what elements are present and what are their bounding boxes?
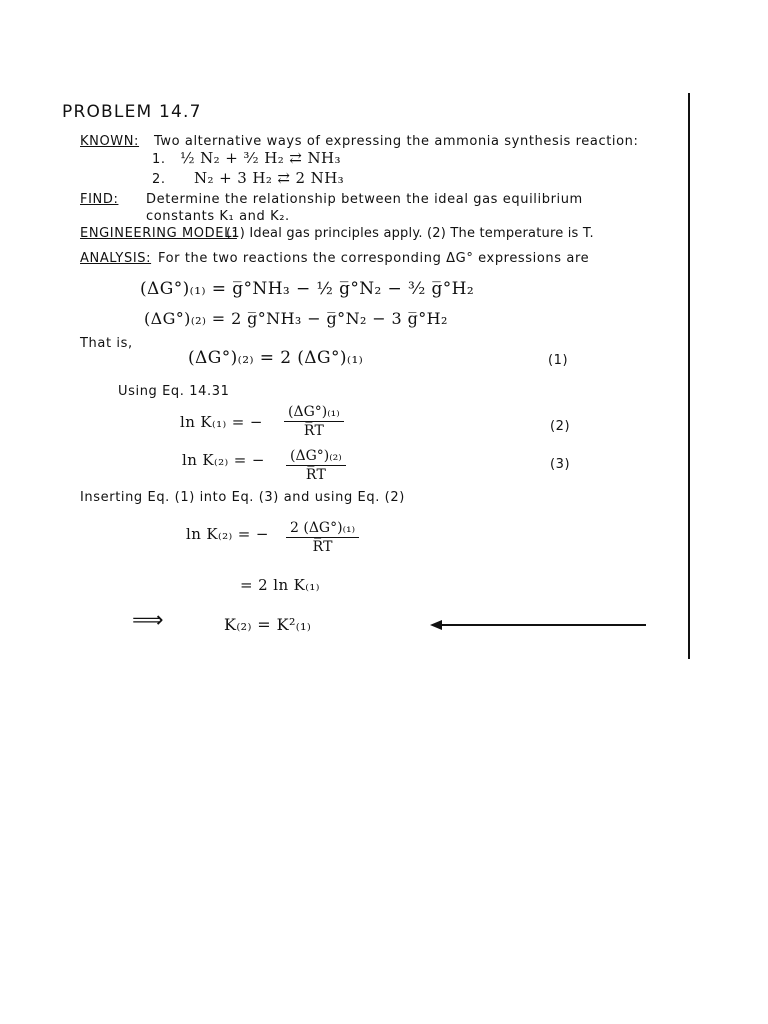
reaction-1-equation: ½ N₂ + ³⁄₂ H₂ ⇄ NH₃ <box>180 149 341 167</box>
equation-3-numerator: (ΔG°)₍₂₎ <box>286 448 346 466</box>
find-line-2: constants K₁ and K₂. <box>146 209 290 224</box>
equation-3-lhs: ln K₍₂₎ = − <box>182 451 265 469</box>
problem-title: PROBLEM 14.7 <box>62 102 202 122</box>
inserting-text: Inserting Eq. (1) into Eq. (3) and using Eq. (2) <box>80 490 405 505</box>
delta-g-1-expression: (ΔG°)₍₁₎ = g̅°NH₃ − ½ g̅°N₂ − ³⁄₂ g̅°H₂ <box>140 279 475 299</box>
equation-4-fraction <box>286 520 359 555</box>
equation-4-numerator: 2 (ΔG°)₍₁₎ <box>286 520 359 538</box>
reaction-2-number: 2. <box>152 172 166 187</box>
equation-2-lhs: ln K₍₁₎ = − <box>180 413 263 431</box>
right-margin-line <box>688 93 690 659</box>
find-label: FIND: <box>80 192 119 207</box>
equation-1-number: (1) <box>548 353 569 368</box>
equation-2-denominator: R̅T <box>303 423 324 439</box>
analysis-label: ANALYSIS: <box>80 251 152 266</box>
model-text: (1) Ideal gas principles apply. (2) The temperature is T. <box>226 226 594 241</box>
delta-g-2-expression: (ΔG°)₍₂₎ = 2 g̅°NH₃ − g̅°N₂ − 3 g̅°H₂ <box>144 309 448 328</box>
equation-3-denominator: R̅T <box>305 467 326 483</box>
analysis-intro: For the two reactions the corresponding ΔG° expressions are <box>158 251 590 266</box>
reaction-2-equation: N₂ + 3 H₂ ⇄ 2 NH₃ <box>194 169 345 187</box>
reaction-1-number: 1. <box>152 152 166 167</box>
equation-2-number: (2) <box>550 419 571 434</box>
equation-5: = 2 ln K₍₁₎ <box>240 576 320 594</box>
using-eq-text: Using Eq. 14.31 <box>118 384 230 399</box>
equation-4-denominator: R̅T <box>312 539 333 555</box>
implies-arrow-icon: ⟹ <box>132 608 164 633</box>
known-text: Two alternative ways of expressing the ammonia synthesis reaction: <box>154 134 639 149</box>
equation-3-number: (3) <box>550 457 571 472</box>
equation-3-fraction <box>286 448 346 483</box>
model-label: ENGINEERING MODEL: <box>80 226 237 241</box>
find-line-1: Determine the relationship between the ideal gas equilibrium <box>146 192 583 207</box>
equation-2-fraction <box>284 404 344 439</box>
known-label: KNOWN: <box>80 134 140 149</box>
equation-1: (ΔG°)₍₂₎ = 2 (ΔG°)₍₁₎ <box>188 348 364 368</box>
equation-4-lhs: ln K₍₂₎ = − <box>186 525 269 543</box>
equation-2-numerator: (ΔG°)₍₁₎ <box>284 404 344 422</box>
result-pointer-line <box>438 624 646 626</box>
that-is-text: That is, <box>80 336 133 351</box>
final-result: K₍₂₎ = K²₍₁₎ <box>224 615 312 634</box>
